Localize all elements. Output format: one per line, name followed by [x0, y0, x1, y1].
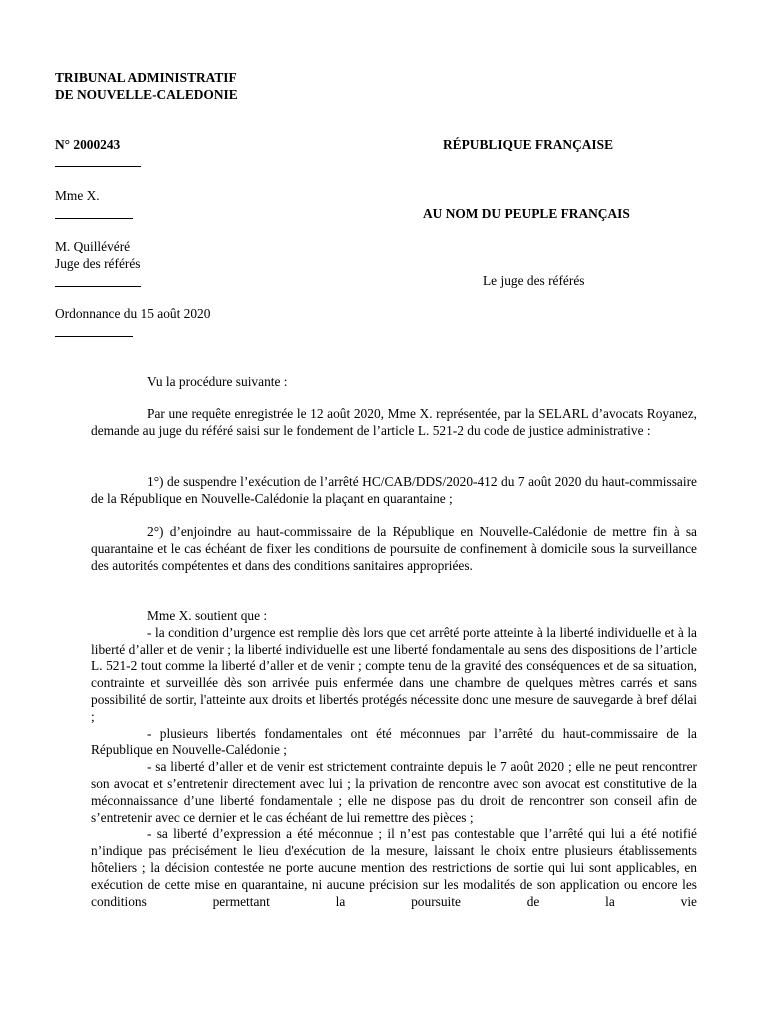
court-name-line2: DE NOUVELLE-CALEDONIE — [55, 87, 238, 102]
divider — [55, 286, 141, 287]
body-paragraph-claim-2 — [91, 524, 697, 574]
case-number: N° 2000243 — [55, 137, 121, 152]
divider — [55, 336, 133, 337]
paragraph: - la condition d’urgence est remplie dès lors que cet arrêté porte atteinte à la liberté individuelle et à la liberté d’aller et de venir ; la liberté individuelle est une liberté fondamentale au sens des dispositions de l’article L. 521-2 tout comme la liberté d’aller et de venir ; compte tenu de la gravité des conséquences et de sa situation, contrainte et surveillée dès son arrivée puis enfermée dans une chambre de quelques mètres carrés et sans possibilité de sortir, l'atteinte aux droits et libertés protégés nécessite donc une mesure de sauvegarde à bref délai ; — [91, 624, 697, 724]
paragraph: Mme X. soutient que : — [147, 608, 268, 623]
divider — [55, 218, 133, 219]
paragraph: - plusieurs libertés fondamentales ont été méconnues par l’arrêté du haut-commissaire de la République en Nouvelle-Calédonie ; — [91, 725, 697, 758]
court-name-line1: TRIBUNAL ADMINISTRATIF — [55, 70, 237, 85]
paragraph: 2°) d’enjoindre au haut-commissaire de la République en Nouvelle-Calédonie de mettre fin à sa quarantaine et le cas échéant de fixer les conditions de poursuite de confinement à domicile sous la surveillance des autorités compétentes et dans des conditions sanitaires appropriées. — [91, 524, 697, 573]
body-paragraph-claim-1 — [91, 474, 697, 508]
judge-title-right: Le juge des référés — [483, 273, 585, 288]
procedure-heading: Vu la procédure suivante : — [147, 374, 288, 389]
ordonnance-date: Ordonnance du 15 août 2020 — [55, 306, 211, 321]
paragraph: - sa liberté d’expression a été méconnue ; il n’est pas contestable que l’arrêté qui lui a été notifié n’indique pas précisément le lieu d'exécution de la mesure, laissant le choix entre plusieurs établissements hôteliers ; la décision contestée ne porte aucune mention des restrictions de sortie qui lui sont applicables, en exécution de cette mise en quarantaine, ni aucune précision sur les modalités de son application ou encore les conditions permettant la poursuite de la vie — [91, 826, 697, 909]
people-heading: AU NOM DU PEUPLE FRANÇAIS — [423, 206, 630, 221]
paragraph: Par une requête enregistrée le 12 août 2020, Mme X. représentée, par la SELARL d’avocats Royanez, demande au juge du référé saisi sur le fondement de l’article L. 521-2 du code de justice administrative : — [91, 406, 697, 438]
judge-name: M. Quillévéré — [55, 239, 131, 254]
body-paragraph-request — [91, 406, 697, 440]
judge-role: Juge des référés — [55, 256, 141, 271]
paragraph: - sa liberté d’aller et de venir est strictement contrainte depuis le 7 août 2020 ; elle ne peut rencontrer son avocat et s’entretenir directement avec lui ; la privation de rencontre avec son avocat est constitutive de la méconnaissance d’une liberté fondamentale ; elle ne dispose pas du droit de rencontrer son conseil afin de s’entretenir avec ce dernier et le cas échéant de lui remettre des pièces ; — [91, 759, 697, 825]
divider — [55, 166, 141, 167]
claimant-name: Mme X. — [55, 188, 100, 203]
paragraph: 1°) de suspendre l’exécution de l’arrêté HC/CAB/DDS/2020-412 du 7 août 2020 du haut-commissaire de la République en Nouvelle-Calédonie la plaçant en quarantaine ; — [91, 474, 697, 506]
republic-heading: RÉPUBLIQUE FRANÇAISE — [443, 137, 614, 152]
body-arguments — [91, 608, 697, 910]
